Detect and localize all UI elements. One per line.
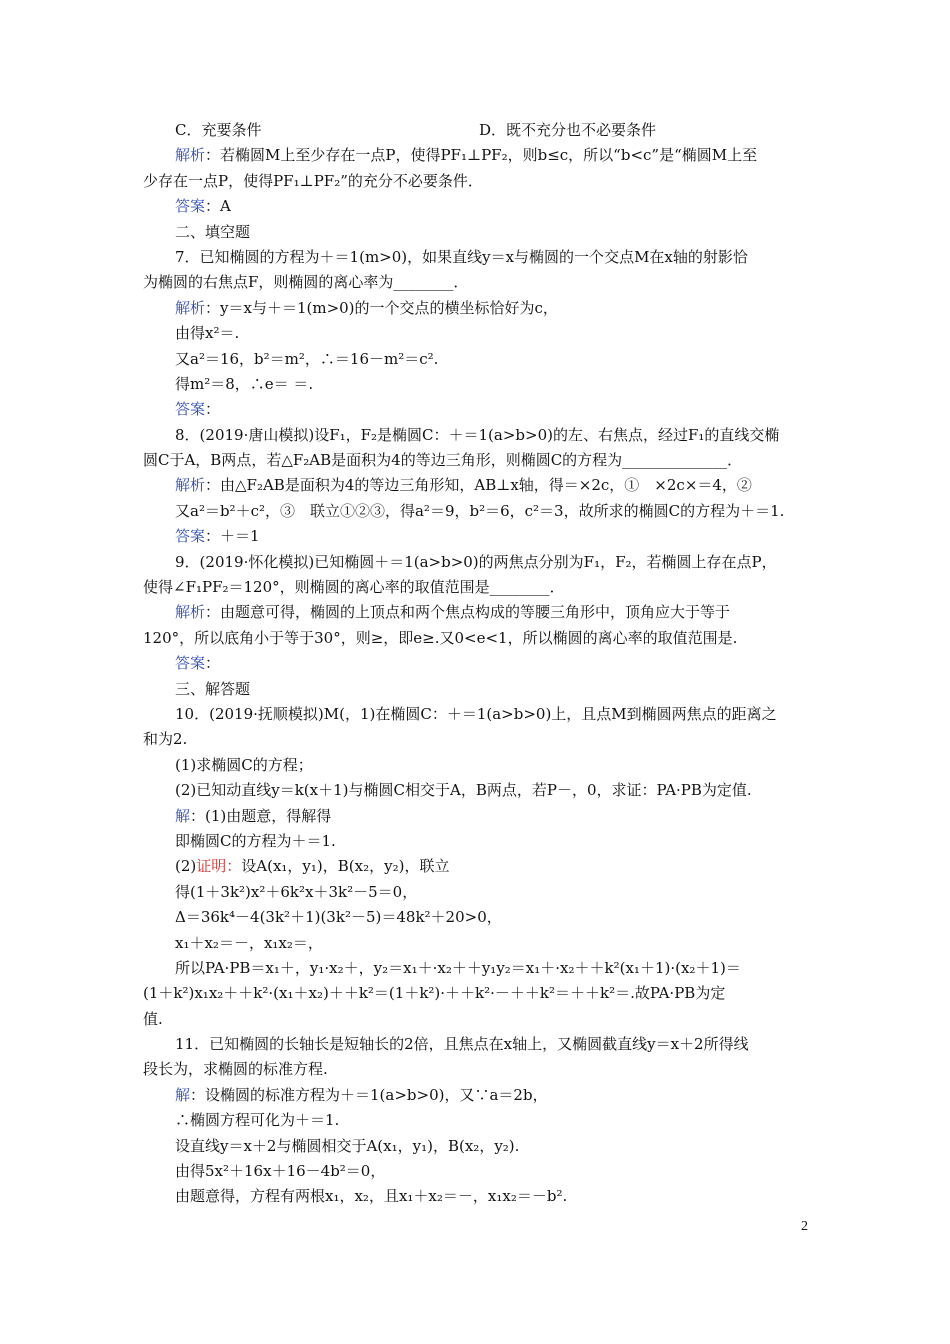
text-line [143, 575, 809, 600]
text-line [143, 905, 809, 930]
answer-label: 答案 [175, 197, 206, 216]
line-text: 为椭圆的右焦点F，则椭圆的离心率为________． [143, 273, 469, 292]
text-line [143, 829, 809, 854]
line-text: Δ＝36k⁴－4(3k²＋1)(3k²－5)＝48k²＋20>0， [175, 908, 502, 927]
line-text: x₁＋x₂＝－，x₁x₂＝， [175, 933, 323, 952]
line-text: 8．(2019·唐山模拟)设F₁，F₂是椭圆C：＋＝1(a>b>0)的左、右焦点，经过F₁的直线交椭 [175, 425, 780, 444]
answer-label: 解析 [175, 298, 206, 317]
text-line [143, 981, 809, 1006]
line-text: ：设椭圆的标准方程为＋＝1(a>b>0)，又∵a＝2b， [190, 1085, 548, 1104]
answer-label: 解析 [175, 476, 206, 495]
line-text: 9．(2019·怀化模拟)已知椭圆＋＝1(a>b>0)的两焦点分别为F₁，F₂，若椭圆上存在点P， [175, 552, 777, 571]
text-line [143, 778, 809, 803]
line-text: 和为2. [143, 730, 188, 749]
line-text: 值. [143, 1009, 163, 1028]
line-text: ： [205, 654, 221, 673]
line-text: 由题意得，方程有两根x₁，x₂，且x₁＋x₂＝－，x₁x₂＝－b². [175, 1187, 568, 1206]
text-line [143, 448, 809, 473]
text-line [143, 372, 809, 397]
line-text: 使得∠F₁PF₂＝120°，则椭圆的离心率的取值范围是________． [143, 578, 565, 597]
page-content [143, 118, 809, 1210]
text-line [143, 702, 809, 727]
text-line [143, 1159, 809, 1184]
text-line [143, 524, 809, 549]
line-text: 由得5x²＋16x＋16－4b²＝0， [175, 1162, 386, 1181]
text-line [143, 1032, 809, 1057]
text-line [143, 956, 809, 981]
text-line [143, 1083, 809, 1108]
text-line [143, 245, 809, 270]
line-text: 10．(2019·抚顺模拟)M(，1)在椭圆C：＋＝1(a>b>0)上，且点M到椭圆两焦点的距离之 [175, 704, 777, 723]
line-text: 120°，所以底角小于等于30°，则≥，即e≥.又0<e<1，所以椭圆的离心率的取值范围是. [143, 628, 738, 647]
line-text: ： [205, 400, 221, 419]
line-prefix: (2) [175, 857, 197, 876]
choice-option: C．充要条件 [175, 121, 262, 139]
text-line [143, 143, 809, 168]
line-text: 7．已知椭圆的方程为＋＝1(m>0)，如果直线y＝x与椭圆的一个交点M在x轴的射影恰 [175, 247, 748, 266]
line-text: 11．已知椭圆的长轴长是短轴长的2倍，且焦点在x轴上，又椭圆截直线y＝x＋2所得线 [175, 1035, 749, 1054]
line-text: ：A [205, 197, 231, 216]
text-line [143, 118, 809, 143]
answer-label: 答案 [175, 527, 206, 546]
line-text: 设直线y＝x＋2与椭圆相交于A(x₁，y₁)，B(x₂，y₂). [175, 1136, 520, 1155]
text-line [143, 220, 809, 245]
text-line [143, 931, 809, 956]
text-line [143, 1057, 809, 1082]
text-line [143, 854, 809, 879]
line-text: 由得x²＝. [175, 324, 240, 343]
line-text: 所以PA·PB＝x₁＋，y₁·x₂＋，y₂＝x₁＋·x₂＋＋y₁y₂＝x₁＋·x₂＋＋k²(x₁＋1)·(x₂＋1)＝ [175, 958, 741, 977]
text-line [143, 677, 809, 702]
answer-label: 答案 [175, 400, 206, 419]
text-line [143, 550, 809, 575]
text-line [143, 804, 809, 829]
choice-option: D．既不充分也不必要条件 [479, 121, 657, 139]
text-line [143, 1108, 809, 1133]
text-line [143, 727, 809, 752]
text-line [143, 397, 809, 422]
text-line [143, 473, 809, 498]
answer-label: 解析 [175, 146, 206, 165]
line-text: 三、解答题 [175, 679, 251, 698]
line-text: 设A(x₁，y₁)，B(x₂，y₂)，联立 [241, 857, 450, 876]
line-text: ：＋＝1 [205, 527, 260, 546]
answer-label: 解析 [175, 603, 206, 622]
line-text: 又a²＝16，b²＝m²，∴＝16－m²＝c². [175, 349, 439, 368]
text-line [143, 270, 809, 295]
proof-label: 证明： [196, 857, 242, 876]
line-text: ：由题意可得，椭圆的上顶点和两个焦点构成的等腰三角形中，顶角应大于等于 [205, 603, 731, 622]
line-text: (1)求椭圆C的方程； [175, 755, 313, 774]
line-text: ：由△F₂AB是面积为4的等边三角形知，AB⊥x轴，得＝×2c，① ×2c×＝4，② [205, 476, 752, 495]
answer-label: 解 [175, 806, 191, 825]
text-line [143, 321, 809, 346]
text-line [143, 423, 809, 448]
line-text: 即椭圆C的方程为＋＝1. [175, 831, 336, 850]
line-text: 二、填空题 [175, 222, 251, 241]
answer-label: 答案 [175, 654, 206, 673]
text-line [143, 753, 809, 778]
line-text: ∴椭圆方程可化为＋＝1. [175, 1111, 340, 1130]
text-line [143, 1134, 809, 1159]
line-text: ：若椭圆M上至少存在一点P，使得PF₁⊥PF₂，则b≤c，所以“b<c”是“椭圆M上至 [205, 146, 758, 165]
text-line [143, 651, 809, 676]
text-line [143, 880, 809, 905]
text-line [143, 1007, 809, 1032]
text-line [143, 347, 809, 372]
line-text: 少存在一点P，使得PF₁⊥PF₂”的充分不必要条件． [143, 171, 483, 190]
line-text: ：(1)由题意，得解得 [190, 806, 332, 825]
line-text: 段长为，求椭圆的标准方程. [143, 1060, 328, 1079]
text-line [143, 194, 809, 219]
line-text: ：y＝x与＋＝1(m>0)的一个交点的横坐标恰好为c， [205, 298, 558, 317]
line-text: 得m²＝8，∴e＝ ＝. [175, 374, 314, 393]
line-text: (1＋k²)x₁x₂＋＋k²·(x₁＋x₂)＋＋k²＝(1＋k²)·＋＋k²·－＋＋k²＝＋＋k²＝.故PA·PB为定 [143, 984, 726, 1003]
line-text: 圆C于A，B两点，若△F₂AB是面积为4的等边三角形，则椭圆C的方程为______________． [143, 451, 743, 470]
text-line [143, 1184, 809, 1209]
text-line [143, 296, 809, 321]
line-text: (2)已知动直线y＝k(x＋1)与椭圆C相交于A，B两点，若P－，0，求证：PA·PB为定值. [175, 781, 752, 800]
line-text: 得(1＋3k²)x²＋6k²x＋3k²－5＝0， [175, 882, 418, 901]
text-line [143, 499, 809, 524]
text-line [143, 600, 809, 625]
page-number: 2 [801, 1219, 808, 1234]
answer-label: 解 [175, 1085, 191, 1104]
line-text: 又a²＝b²＋c²，③ 联立①②③，得a²＝9，b²＝6，c²＝3，故所求的椭圆C的方程为＋＝1. [175, 501, 785, 520]
text-line [143, 169, 809, 194]
text-line [143, 626, 809, 651]
